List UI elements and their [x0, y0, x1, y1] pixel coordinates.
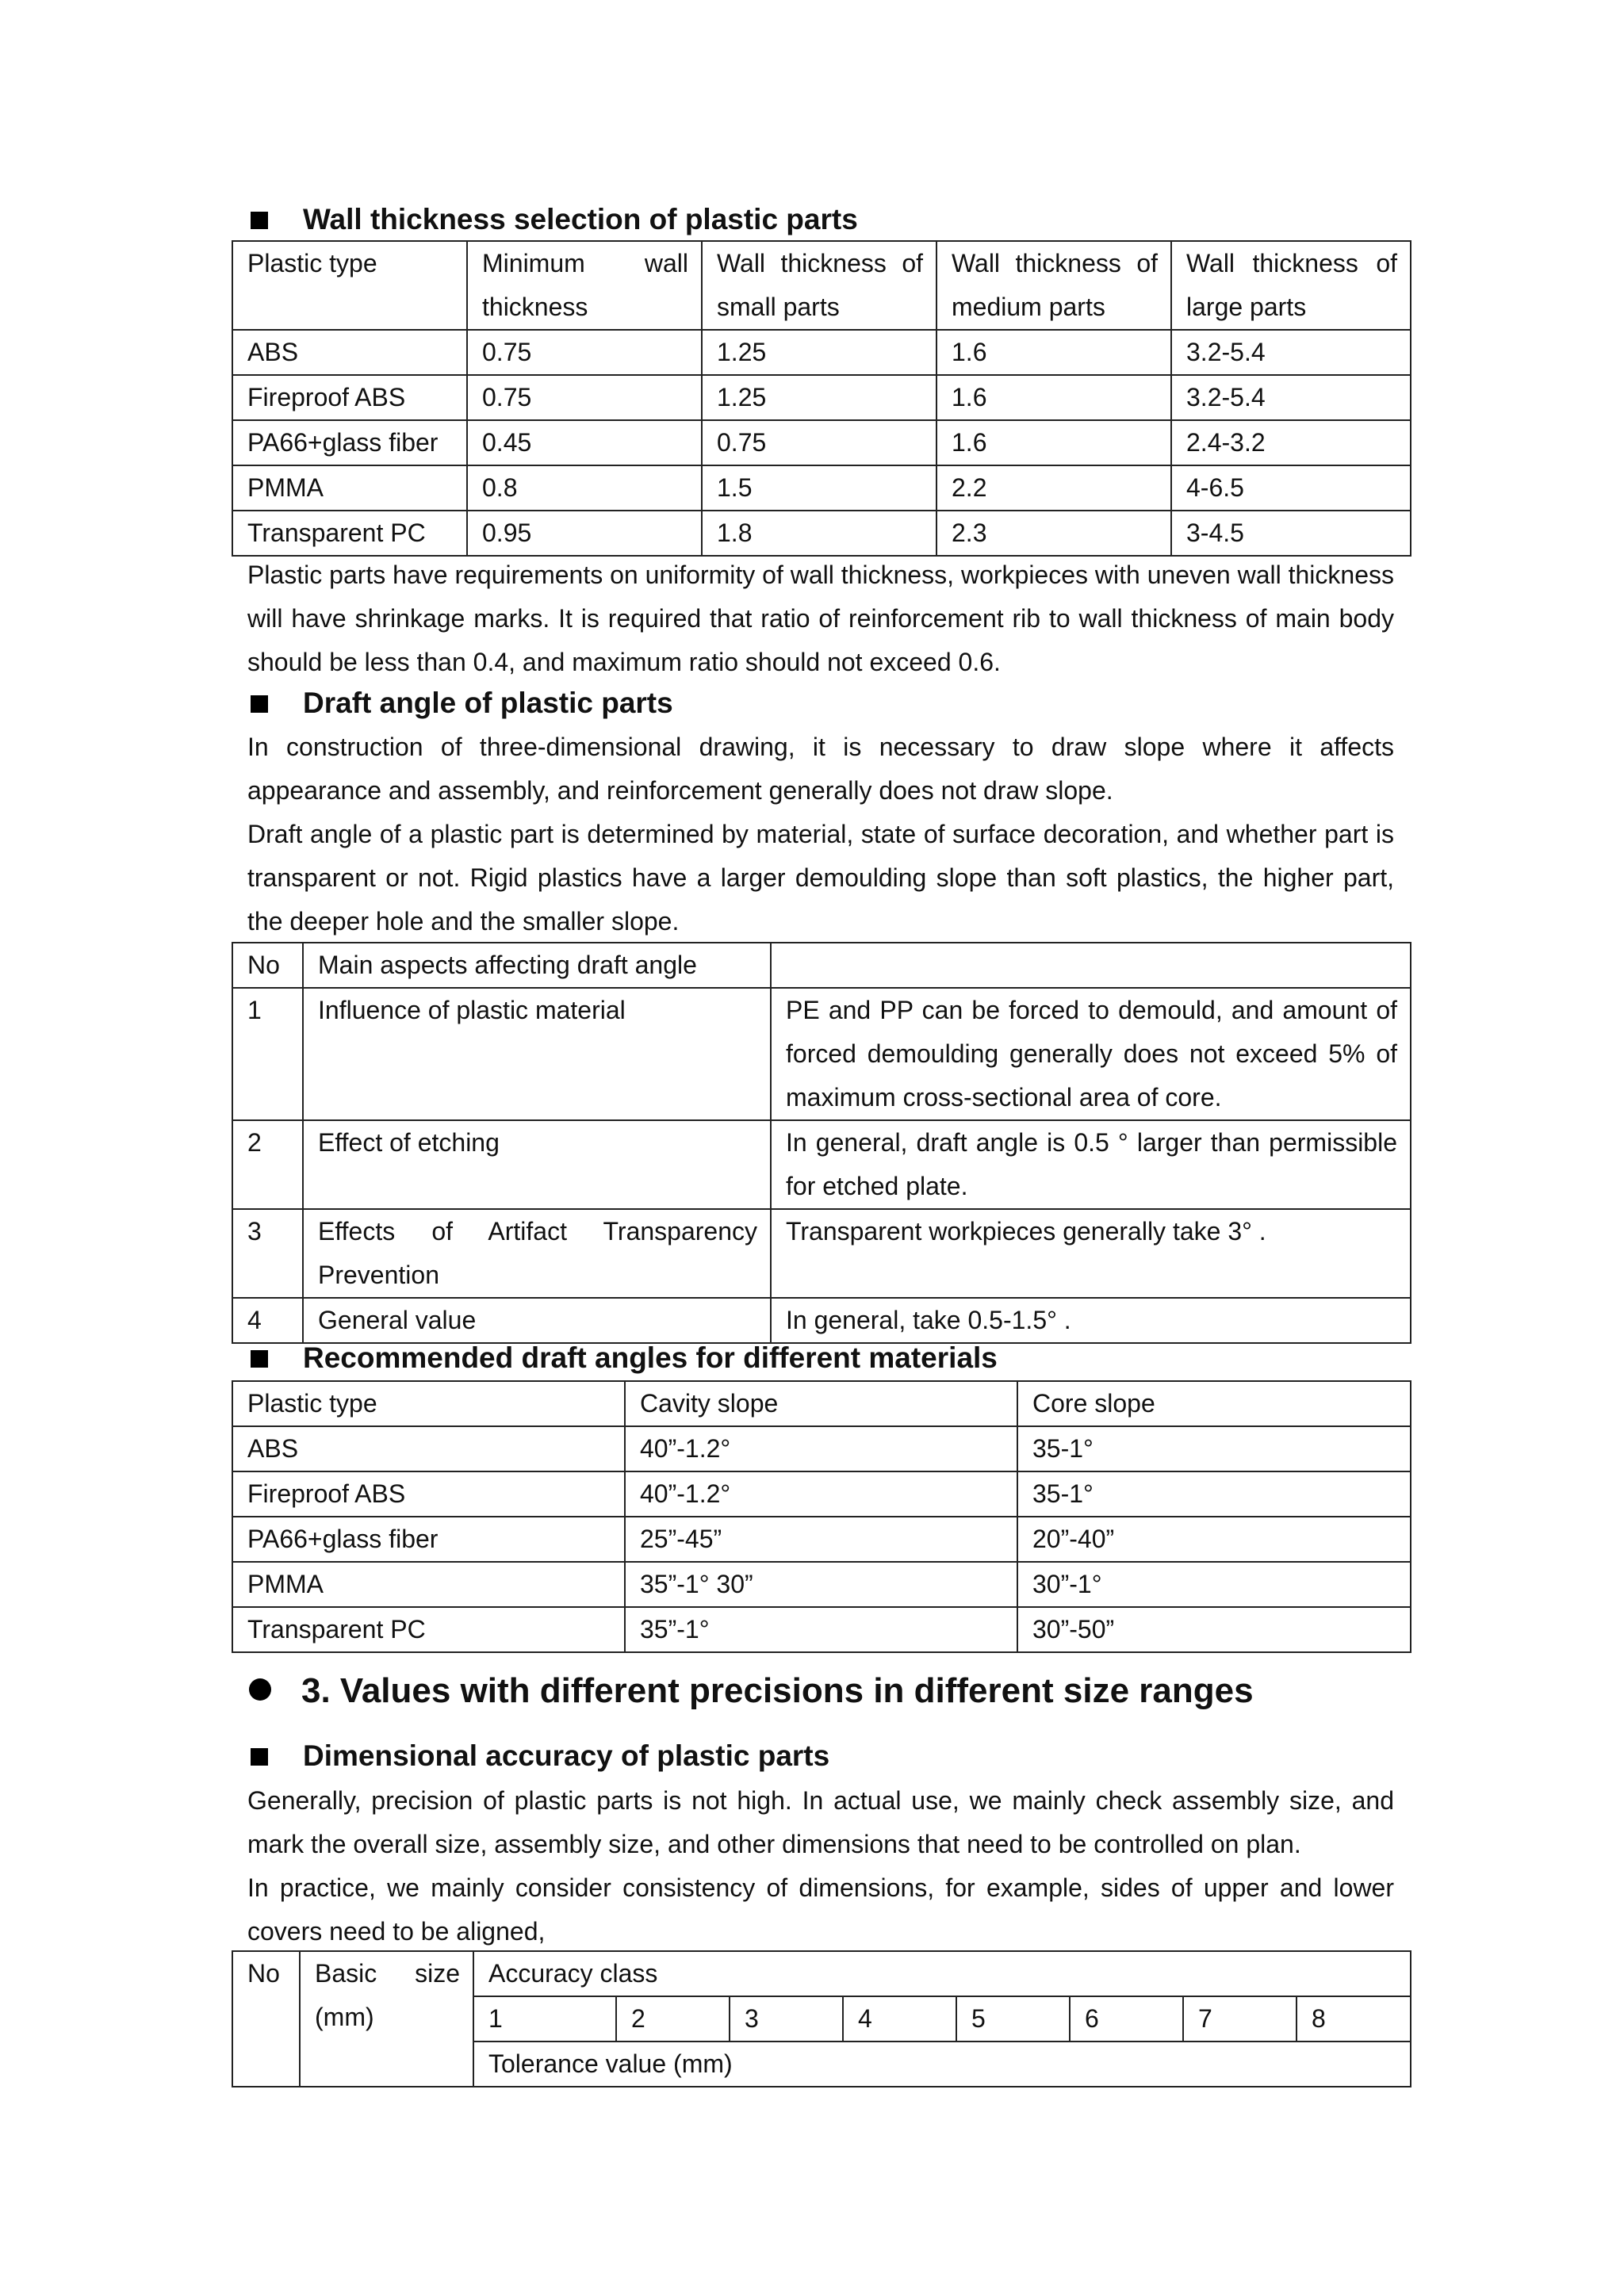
table-row: [232, 1471, 1411, 1517]
table-cell: In general, take 0.5-1.5° .: [771, 1298, 1411, 1343]
table-cell: In general, draft angle is 0.5 ° larger than permissible for etched plate.: [771, 1120, 1411, 1209]
table-header-cell: Wall thickness of small parts: [702, 241, 936, 330]
table-cell: 30”-50”: [1017, 1607, 1411, 1652]
table-cell: 1.8: [702, 511, 936, 556]
table-cell: PA66+glass fiber: [232, 1517, 625, 1562]
table-cell: 1.6: [936, 375, 1171, 420]
table-cell: 3: [730, 1996, 843, 2042]
table-header-cell: No: [232, 943, 303, 988]
table-cell: 20”-40”: [1017, 1517, 1411, 1562]
table-cell: 35-1°: [1017, 1471, 1411, 1517]
heading-recommended-draft: Recommended draft angles for different materials: [232, 1338, 998, 1378]
table-header-cell: Wall thickness of large parts: [1171, 241, 1411, 330]
table-cell: 1.25: [702, 330, 936, 375]
table-row: [232, 1562, 1411, 1607]
table-cell: 6: [1070, 1996, 1183, 2042]
heading-draft-angle: Draft angle of plastic parts: [232, 683, 673, 723]
table-cell: 4-6.5: [1171, 465, 1411, 511]
table-cell: PA66+glass fiber: [232, 420, 467, 465]
table-cell: ABS: [232, 1426, 625, 1471]
table-row: [232, 1517, 1411, 1562]
table-cell: 0.75: [467, 375, 702, 420]
table-cell: Transparent workpieces generally take 3° .: [771, 1209, 1411, 1298]
table-header-cell: Plastic type: [232, 1381, 625, 1426]
table-header-cell: No: [232, 1951, 300, 2087]
table-header-cell: Accuracy class: [473, 1951, 1411, 1996]
table-cell: ABS: [232, 330, 467, 375]
table-cell: 1.6: [936, 330, 1171, 375]
table-cell: 2.4-3.2: [1171, 420, 1411, 465]
table-header-row: [232, 1381, 1411, 1426]
table-cell: 0.8: [467, 465, 702, 511]
table-header-cell: Core slope: [1017, 1381, 1411, 1426]
table-header-row: [232, 943, 1411, 988]
table-cell: 4: [232, 1298, 303, 1343]
table-cell: 4: [843, 1996, 956, 2042]
table-cell: 25”-45”: [625, 1517, 1017, 1562]
table-header-cell: Wall thickness of medium parts: [936, 241, 1171, 330]
square-bullet-icon: [251, 212, 268, 229]
table-cell: 1.25: [702, 375, 936, 420]
table-row: [232, 375, 1411, 420]
square-bullet-icon: [251, 695, 268, 713]
table-cell: Influence of plastic material: [303, 988, 771, 1120]
table-cell: 3.2-5.4: [1171, 330, 1411, 375]
table-cell: 0.75: [467, 330, 702, 375]
table-cell: Transparent PC: [232, 1607, 625, 1652]
table-cell: PE and PP can be forced to demould, and amount of forced demoulding generally does not exceed 5% of maximum cross-sectional area of core.: [771, 988, 1411, 1120]
table-cell: 3.2-5.4: [1171, 375, 1411, 420]
draft-paragraph-2: Draft angle of a plastic part is determined by material, state of surface decoration, and whether part is transparent or not. Rigid plastics have a larger demoulding slope than soft plastics, the higher part, the deeper hole and the smaller slope.: [247, 820, 1394, 936]
table-cell: Transparent PC: [232, 511, 467, 556]
table-row: [232, 1607, 1411, 1652]
table-cell: 2.3: [936, 511, 1171, 556]
table-row: [232, 420, 1411, 465]
table-cell: PMMA: [232, 465, 467, 511]
table-cell: 1.6: [936, 420, 1171, 465]
heading-wall-thickness: Wall thickness selection of plastic parts: [232, 200, 858, 239]
table-cell: 35-1°: [1017, 1426, 1411, 1471]
table-cell: 1: [232, 988, 303, 1120]
table-header-cell: Main aspects affecting draft angle: [303, 943, 771, 988]
square-bullet-icon: [251, 1350, 268, 1368]
table-row: [232, 1426, 1411, 1471]
table-header-row: [232, 241, 1411, 330]
table-cell: 3-4.5: [1171, 511, 1411, 556]
table-header-cell: Cavity slope: [625, 1381, 1017, 1426]
draft-paragraph-1: In construction of three-dimensional drawing, it is necessary to draw slope where it affects appearance and assembly, and reinforcement generally does not draw slope.: [247, 733, 1394, 805]
table-header-cell: [300, 1951, 473, 2087]
table-cell: PMMA: [232, 1562, 625, 1607]
accuracy-paragraph-1: Generally, precision of plastic parts is not high. In actual use, we mainly check assembly size, and mark the overall size, assembly size, and other dimensions that need to be controlled on plan.: [247, 1786, 1394, 1858]
table-cell: 2: [232, 1120, 303, 1209]
accuracy-paragraph-2: In practice, we mainly consider consistency of dimensions, for example, sides of upper and lower covers need to be aligned,: [247, 1873, 1394, 1946]
table-row: [232, 465, 1411, 511]
table-cell: General value: [303, 1298, 771, 1343]
table-cell: Effects of Artifact Transparency Prevention: [303, 1209, 771, 1298]
table-cell: 35”-1°: [625, 1607, 1017, 1652]
recommended-draft-table: [232, 1380, 1411, 1653]
table-cell: 40”-1.2°: [625, 1426, 1017, 1471]
table-cell: 5: [956, 1996, 1070, 2042]
table-row: [232, 1120, 1411, 1209]
table-cell: 40”-1.2°: [625, 1471, 1017, 1517]
table-cell: Fireproof ABS: [232, 375, 467, 420]
table-header-cell: Plastic type: [232, 241, 467, 330]
table-cell: 35”-1° 30”: [625, 1562, 1017, 1607]
draft-aspects-table: [232, 942, 1411, 1344]
wall-thickness-table: [232, 240, 1411, 557]
table-cell: 2: [616, 1996, 730, 2042]
table-row: [232, 1298, 1411, 1343]
heading-section-3: 3. Values with different precisions in different size ranges: [232, 1667, 1254, 1715]
table-cell: Tolerance value (mm): [473, 2042, 1411, 2087]
table-cell: 30”-1°: [1017, 1562, 1411, 1607]
table-cell: 8: [1297, 1996, 1411, 2042]
table-cell: 0.45: [467, 420, 702, 465]
table-cell: 3: [232, 1209, 303, 1298]
table-cell: 0.75: [702, 420, 936, 465]
table-header-cell: Minimum wall thickness: [467, 241, 702, 330]
table-header-cell: [771, 943, 1411, 988]
table-cell: 1.5: [702, 465, 936, 511]
square-bullet-icon: [251, 1748, 268, 1766]
table-cell: Effect of etching: [303, 1120, 771, 1209]
table-row: [232, 330, 1411, 375]
table-cell: 1: [473, 1996, 616, 2042]
table-row: [232, 1209, 1411, 1298]
table-cell: 7: [1183, 1996, 1297, 2042]
table-cell: 2.2: [936, 465, 1171, 511]
table-header-row: [232, 1951, 1411, 1996]
wall-thickness-note: Plastic parts have requirements on uniformity of wall thickness, workpieces with uneven wall thickness will have shrinkage marks. It is required that ratio of reinforcement rib to wall thickness of main body should be less than 0.4, and maximum ratio should not exceed 0.6.: [247, 561, 1394, 676]
table-cell: Fireproof ABS: [232, 1471, 625, 1517]
table-row: [232, 988, 1411, 1120]
accuracy-class-table: [232, 1950, 1411, 2087]
round-bullet-icon: [249, 1678, 271, 1701]
heading-dimensional-accuracy: Dimensional accuracy of plastic parts: [232, 1736, 829, 1776]
table-cell: 0.95: [467, 511, 702, 556]
table-row: [232, 511, 1411, 556]
basic-size-label: Basic size (mm): [315, 1959, 460, 2031]
